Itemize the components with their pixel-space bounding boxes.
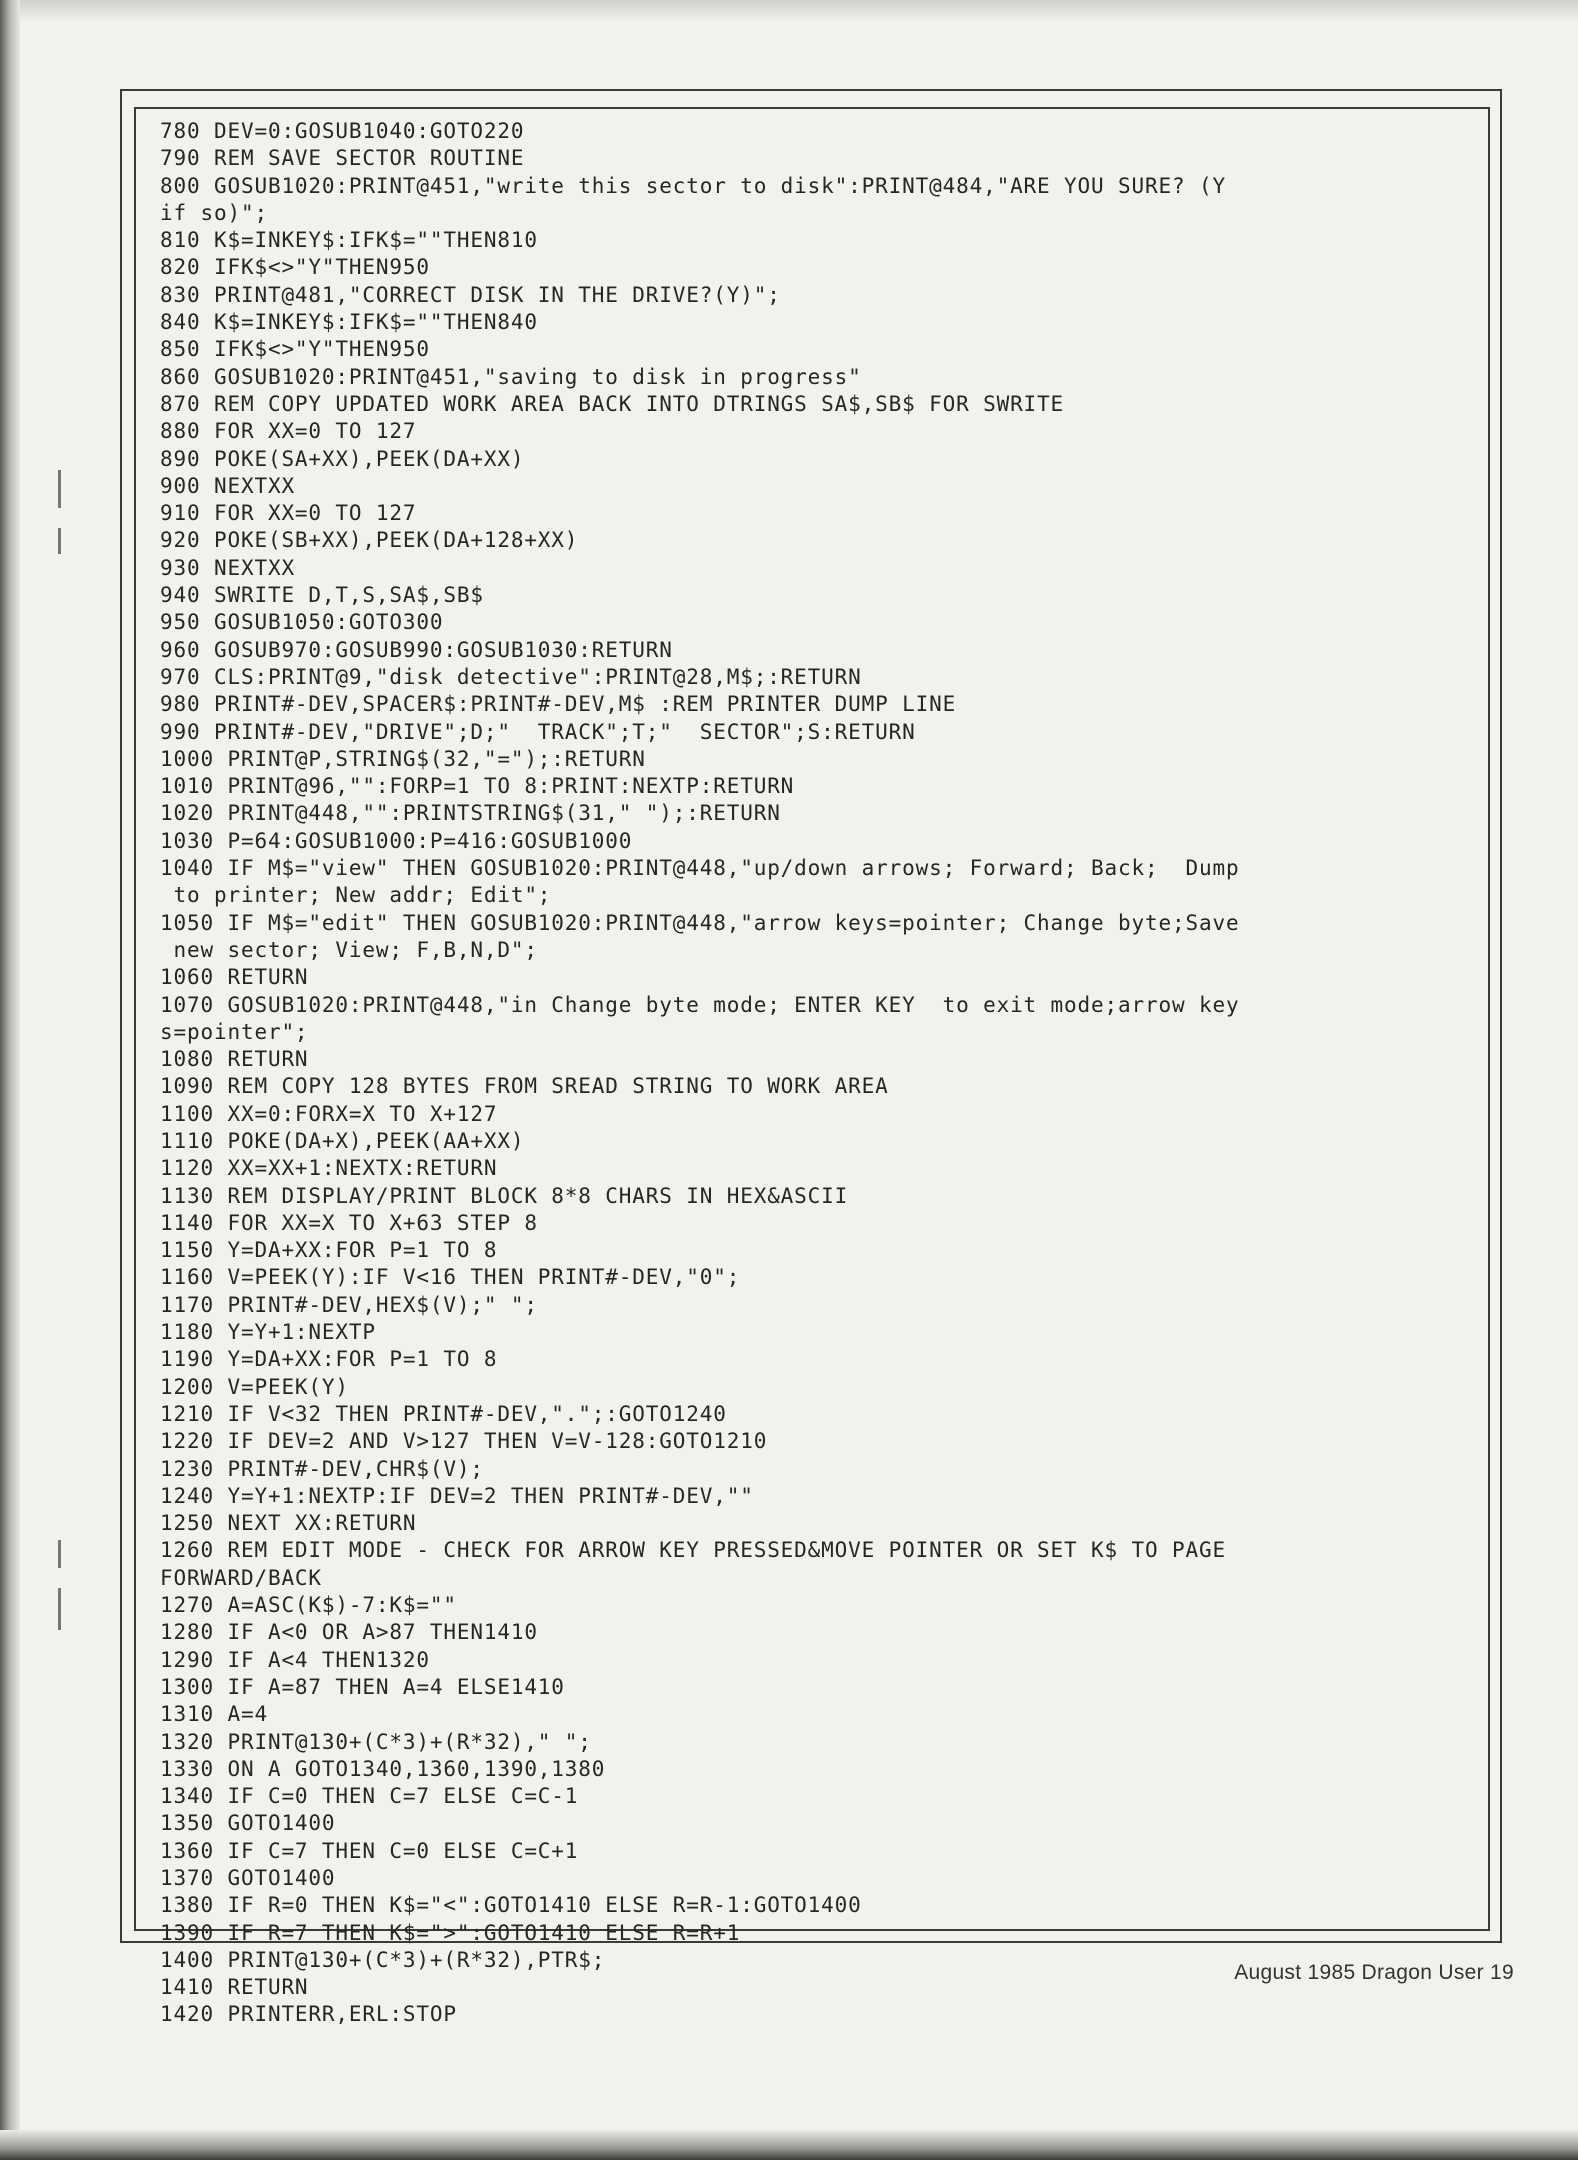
code-line: 1150 Y=DA+XX:FOR P=1 TO 8 (160, 1238, 498, 1263)
code-line: 900 NEXTXX (160, 473, 295, 498)
page-bottom-shadow (0, 2130, 1578, 2160)
code-line: 860 GOSUB1020:PRINT@451,"saving to disk in progress" (160, 364, 862, 389)
page-top-shade (0, 0, 1578, 22)
code-line: 1080 RETURN (160, 1047, 309, 1072)
code-line: 940 SWRITE D,T,S,SA$,SB$ (160, 583, 484, 608)
code-line: 1360 IF C=7 THEN C=0 ELSE C=C+1 (160, 1838, 579, 1863)
code-line: 1260 REM EDIT MODE - CHECK FOR ARROW KEY PRESSED&MOVE POINTER OR SET K$ TO PAGE (160, 1538, 1226, 1563)
code-line: 790 REM SAVE SECTOR ROUTINE (160, 146, 525, 171)
code-line: 810 K$=INKEY$:IFK$=""THEN810 (160, 228, 538, 253)
code-line: 970 CLS:PRINT@9,"disk detective":PRINT@28,M$;:RETURN (160, 664, 862, 689)
code-line: 880 FOR XX=0 TO 127 (160, 419, 417, 444)
code-line: 920 POKE(SB+XX),PEEK(DA+128+XX) (160, 528, 579, 553)
code-line: 1000 PRINT@P,STRING$(32,"=");:RETURN (160, 746, 646, 771)
code-line: 1270 A=ASC(K$)-7:K$="" (160, 1593, 457, 1618)
code-line: to printer; New addr; Edit"; (160, 883, 552, 908)
code-line: 780 DEV=0:GOSUB1040:GOTO220 (160, 119, 525, 143)
code-line: s=pointer"; (160, 1019, 309, 1044)
code-line: 1200 V=PEEK(Y) (160, 1374, 349, 1399)
code-line: 1180 Y=Y+1:NEXTP (160, 1320, 376, 1345)
code-line: 950 GOSUB1050:GOTO300 (160, 610, 444, 635)
code-line: 800 GOSUB1020:PRINT@451,"write this sector to disk":PRINT@484,"ARE YOU SURE? (Y (160, 173, 1226, 198)
code-line: 1060 RETURN (160, 965, 309, 990)
code-line: FORWARD/BACK (160, 1565, 322, 1590)
code-line: 1140 FOR XX=X TO X+63 STEP 8 (160, 1210, 538, 1235)
code-line: 910 FOR XX=0 TO 127 (160, 501, 417, 526)
code-line: 1210 IF V<32 THEN PRINT#-DEV,".";:GOTO1240 (160, 1401, 727, 1426)
code-line: 1090 REM COPY 128 BYTES FROM SREAD STRING TO WORK AREA (160, 1074, 889, 1099)
code-line: 1340 IF C=0 THEN C=7 ELSE C=C-1 (160, 1784, 579, 1809)
code-line: 1230 PRINT#-DEV,CHR$(V); (160, 1456, 484, 1481)
code-line: 990 PRINT#-DEV,"DRIVE";D;" TRACK";T;" SECTOR";S:RETURN (160, 719, 916, 744)
code-line: 1050 IF M$="edit" THEN GOSUB1020:PRINT@448,"arrow keys=pointer; Change byte;Save (160, 910, 1240, 935)
code-line: 1100 XX=0:FORX=X TO X+127 (160, 1101, 498, 1126)
code-line: 1320 PRINT@130+(C*3)+(R*32)," "; (160, 1729, 592, 1754)
code-line: 1220 IF DEV=2 AND V>127 THEN V=V-128:GOTO1210 (160, 1429, 768, 1454)
code-line: 1040 IF M$="view" THEN GOSUB1020:PRINT@448,"up/down arrows; Forward; Back; Dump (160, 856, 1240, 881)
page-binding-shadow (0, 0, 20, 2160)
code-line: 840 K$=INKEY$:IFK$=""THEN840 (160, 310, 538, 335)
code-line: 1410 RETURN (160, 1975, 309, 2000)
code-line: 1070 GOSUB1020:PRINT@448,"in Change byte mode; ENTER KEY to exit mode;arrow key (160, 992, 1240, 1017)
binder-mark (58, 470, 61, 508)
code-line: 1110 POKE(DA+X),PEEK(AA+XX) (160, 1128, 525, 1153)
code-line: 1350 GOTO1400 (160, 1811, 336, 1836)
code-line: 820 IFK$<>"Y"THEN950 (160, 255, 430, 280)
code-line: 1380 IF R=0 THEN K$="<":GOTO1410 ELSE R=R-1:GOTO1400 (160, 1893, 862, 1918)
code-line: 960 GOSUB970:GOSUB990:GOSUB1030:RETURN (160, 637, 673, 662)
code-line: 1300 IF A=87 THEN A=4 ELSE1410 (160, 1674, 565, 1699)
code-line: 1030 P=64:GOSUB1000:P=416:GOSUB1000 (160, 828, 633, 853)
page-footer: August 1985 Dragon User 19 (1234, 1961, 1514, 1984)
code-line: 1160 V=PEEK(Y):IF V<16 THEN PRINT#-DEV,"0"; (160, 1265, 741, 1290)
code-line: 890 POKE(SA+XX),PEEK(DA+XX) (160, 446, 525, 471)
code-line: 1240 Y=Y+1:NEXTP:IF DEV=2 THEN PRINT#-DEV,"" (160, 1483, 754, 1508)
code-line: 1310 A=4 (160, 1702, 268, 1727)
code-line: if so)"; (160, 200, 268, 225)
code-line: 1420 PRINTERR,ERL:STOP (160, 2002, 457, 2027)
code-line: 1390 IF R=7 THEN K$=">":GOTO1410 ELSE R=R+1 (160, 1920, 741, 1945)
code-line: 1280 IF A<0 OR A>87 THEN1410 (160, 1620, 538, 1645)
basic-program-listing (160, 118, 1490, 2029)
code-line: 1130 REM DISPLAY/PRINT BLOCK 8*8 CHARS IN HEX&ASCII (160, 1183, 849, 1208)
code-line: 1120 XX=XX+1:NEXTX:RETURN (160, 1156, 498, 1181)
code-line: new sector; View; F,B,N,D"; (160, 937, 538, 962)
code-line: 930 NEXTXX (160, 555, 295, 580)
code-line: 870 REM COPY UPDATED WORK AREA BACK INTO DTRINGS SA$,SB$ FOR SWRITE (160, 391, 1065, 416)
code-line: 850 IFK$<>"Y"THEN950 (160, 337, 430, 362)
code-line: 1020 PRINT@448,"":PRINTSTRING$(31," ");:RETURN (160, 801, 781, 826)
code-line: 1190 Y=DA+XX:FOR P=1 TO 8 (160, 1347, 498, 1372)
code-line: 1290 IF A<4 THEN1320 (160, 1647, 430, 1672)
code-line: 1400 PRINT@130+(C*3)+(R*32),PTR$; (160, 1947, 606, 1972)
binder-mark (58, 1540, 61, 1568)
code-line: 980 PRINT#-DEV,SPACER$:PRINT#-DEV,M$ :REM PRINTER DUMP LINE (160, 692, 957, 717)
code-line: 1330 ON A GOTO1340,1360,1390,1380 (160, 1756, 606, 1781)
code-line: 1250 NEXT XX:RETURN (160, 1511, 417, 1536)
code-line: 1010 PRINT@96,"":FORP=1 TO 8:PRINT:NEXTP:RETURN (160, 774, 795, 799)
binder-mark (58, 1588, 61, 1630)
code-line: 830 PRINT@481,"CORRECT DISK IN THE DRIVE?(Y)"; (160, 282, 781, 307)
code-line: 1370 GOTO1400 (160, 1866, 336, 1890)
code-line: 1170 PRINT#-DEV,HEX$(V);" "; (160, 1292, 538, 1317)
binder-mark (58, 528, 61, 554)
